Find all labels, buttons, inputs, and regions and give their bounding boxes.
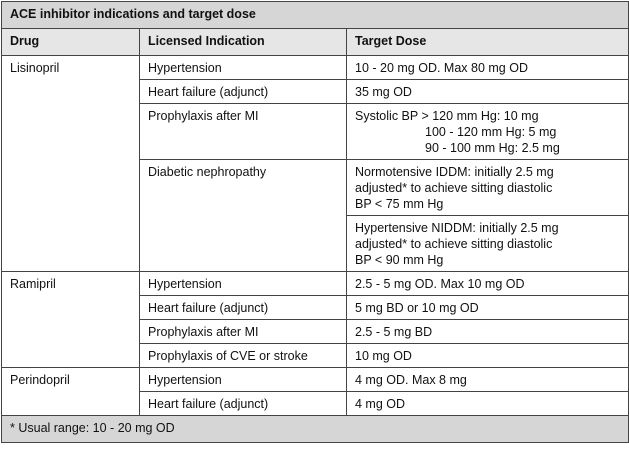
table-header-row (2, 29, 629, 56)
dose-cell: 4 mg OD (347, 392, 629, 416)
drug-name: Ramipril (2, 272, 140, 368)
dose-line: Normotensive IDDM: initially 2.5 mg (355, 165, 554, 179)
table-title-row (2, 2, 629, 29)
dose-cell: 35 mg OD (347, 80, 629, 104)
dose-cell: 10 mg OD (347, 344, 629, 368)
table-row (2, 56, 629, 80)
dose-cell: 10 - 20 mg OD. Max 80 mg OD (347, 56, 629, 80)
dose-cell (347, 160, 629, 216)
indication-cell: Prophylaxis of CVE or stroke (140, 344, 347, 368)
column-header-drug: Drug (2, 29, 140, 56)
drug-name: Perindopril (2, 368, 140, 416)
indication-cell: Diabetic nephropathy (140, 160, 347, 272)
dose-line: adjusted* to achieve sitting diastolic (355, 237, 553, 251)
column-header-dose: Target Dose (347, 29, 629, 56)
table-row (2, 368, 629, 392)
indication-cell: Hypertension (140, 56, 347, 80)
dose-line: Systolic BP > 120 mm Hg: 10 mg (355, 109, 539, 123)
ace-inhibitor-table (1, 1, 629, 443)
dose-cell (347, 104, 629, 160)
dose-line: BP < 75 mm Hg (355, 197, 444, 211)
dose-cell: 2.5 - 5 mg BD (347, 320, 629, 344)
indication-cell: Hypertension (140, 368, 347, 392)
dose-cell: 5 mg BD or 10 mg OD (347, 296, 629, 320)
dose-line: 90 - 100 mm Hg: 2.5 mg (425, 141, 560, 155)
indication-cell: Prophylaxis after MI (140, 320, 347, 344)
dose-cell: 4 mg OD. Max 8 mg (347, 368, 629, 392)
table-row (2, 272, 629, 296)
column-header-indication: Licensed Indication (140, 29, 347, 56)
table-footnote: * Usual range: 10 - 20 mg OD (2, 416, 629, 443)
dose-line: Hypertensive NIDDM: initially 2.5 mg (355, 221, 559, 235)
table-footer-row (2, 416, 629, 443)
indication-cell: Heart failure (adjunct) (140, 296, 347, 320)
dose-cell (347, 216, 629, 272)
indication-cell: Heart failure (adjunct) (140, 80, 347, 104)
dose-line: 100 - 120 mm Hg: 5 mg (425, 125, 557, 139)
ace-inhibitor-table-container (1, 1, 628, 466)
dose-cell: 2.5 - 5 mg OD. Max 10 mg OD (347, 272, 629, 296)
dose-line: adjusted* to achieve sitting diastolic (355, 181, 553, 195)
indication-cell: Hypertension (140, 272, 347, 296)
dose-line: BP < 90 mm Hg (355, 253, 444, 267)
drug-name: Lisinopril (2, 56, 140, 272)
indication-cell: Heart failure (adjunct) (140, 392, 347, 416)
indication-cell: Prophylaxis after MI (140, 104, 347, 160)
table-title: ACE inhibitor indications and target dose (2, 2, 629, 29)
